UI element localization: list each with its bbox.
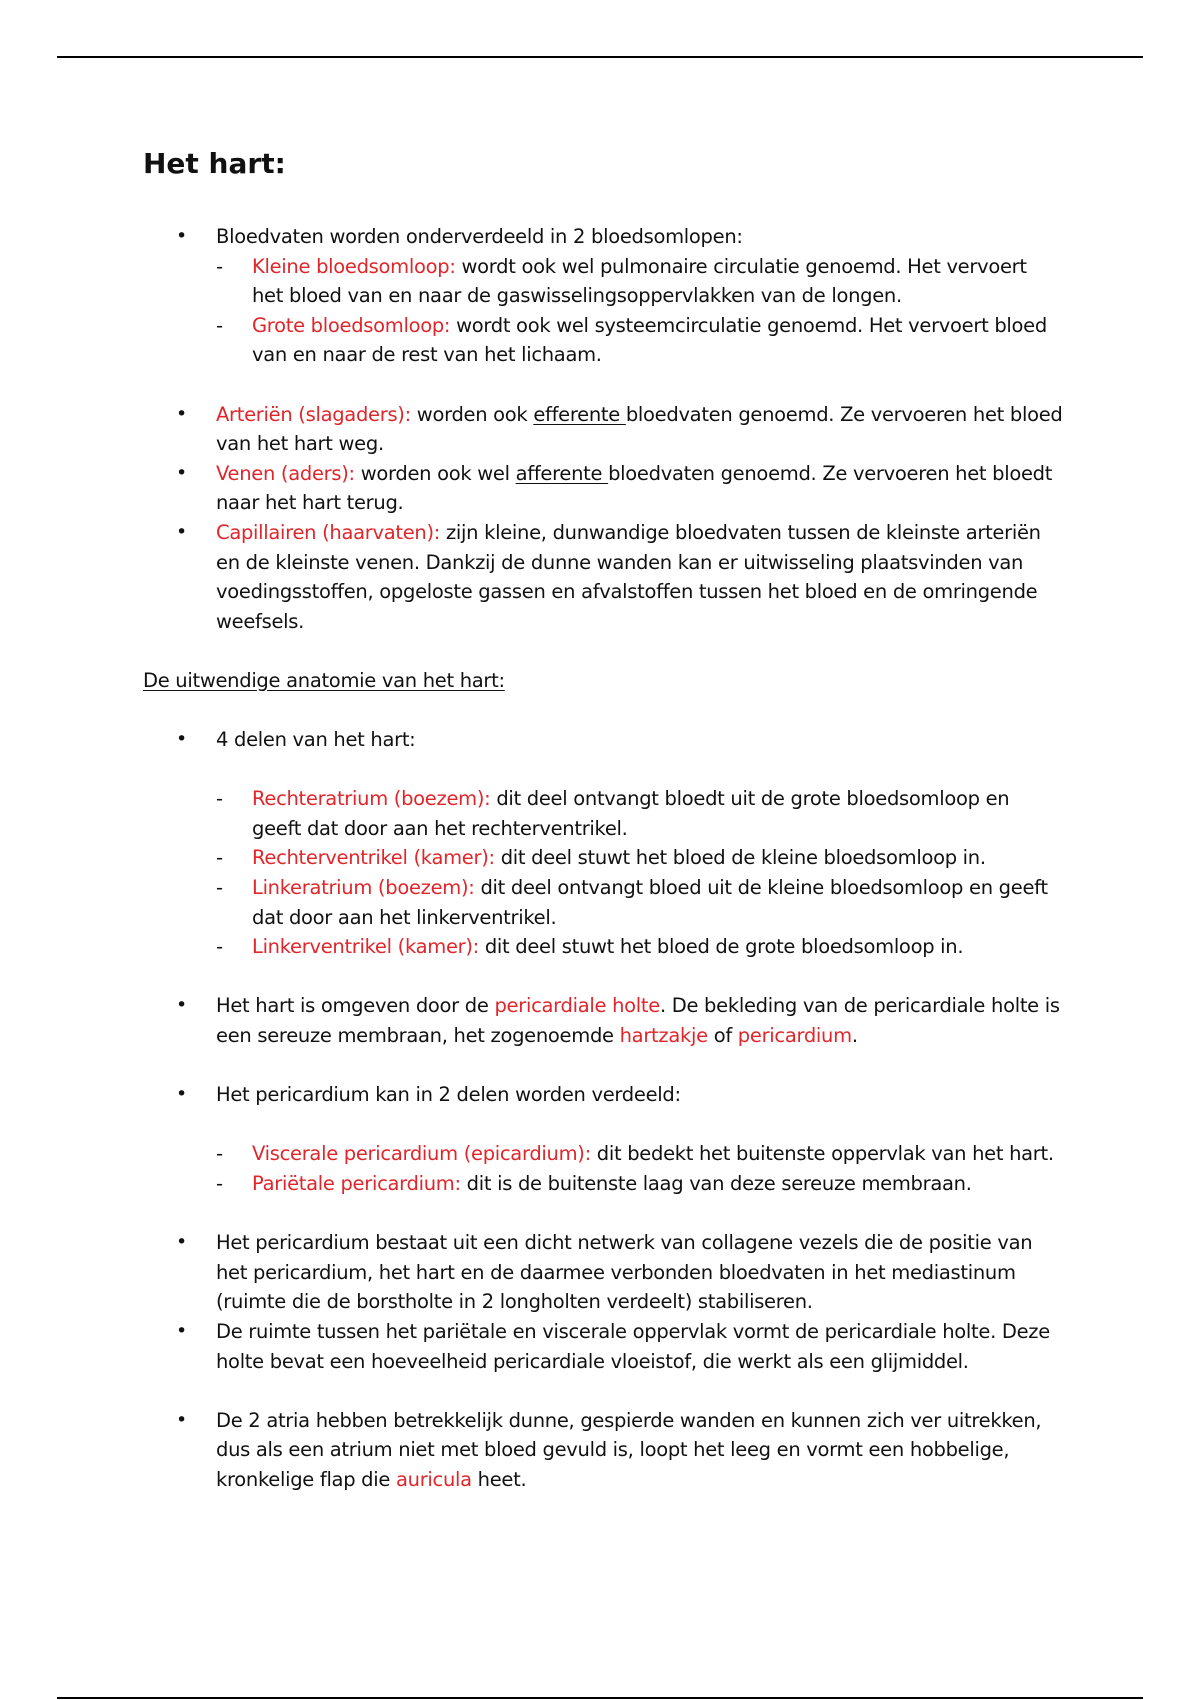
list-item bbox=[143, 518, 1063, 636]
definition: zijn kleine, dunwandige bloedvaten tussen de kleinste arteriën en de kleinste venen. Dankzij de dunne wanden kan er uitwisseling plaatsvinden van voedingsstoffen, opgeloste gassen en afvalstoffen tussen het bloed en de omringende weefsels. bbox=[216, 520, 1041, 633]
circulation-sublist bbox=[143, 252, 1063, 370]
underlined-term: afferente bbox=[515, 461, 609, 485]
pericardium-list-3 bbox=[143, 1228, 1063, 1376]
term: auricula bbox=[395, 1467, 472, 1491]
pericardium-sublist bbox=[143, 1139, 1063, 1198]
list-item bbox=[143, 725, 1063, 755]
list-item bbox=[143, 222, 1063, 370]
atria-list bbox=[143, 1406, 1063, 1495]
definition: dit deel ontvangt bloedt uit de grote bloedsomloop en geeft dat door aan het rechterventrikel. bbox=[252, 787, 1010, 840]
list-item bbox=[143, 1169, 1063, 1199]
footer-rule bbox=[57, 1697, 1143, 1699]
definition: dit is de buitenste laag van deze sereuze membraan. bbox=[460, 1172, 972, 1195]
term: hartzakje bbox=[619, 1024, 708, 1048]
text: worden ook wel bbox=[354, 461, 516, 485]
term: Capillairen (haarvaten): bbox=[216, 520, 441, 544]
parts-intro: 4 delen van het hart: bbox=[216, 728, 416, 752]
definition: dit deel stuwt het bloed de grote bloedsomloop in. bbox=[478, 935, 964, 959]
term: Linkeratrium (boezem): bbox=[252, 876, 475, 900]
underlined-term: efferente bbox=[533, 402, 626, 426]
term: Rechterventrikel (kamer): bbox=[252, 846, 495, 870]
list-item bbox=[143, 1080, 1063, 1110]
term: Linkerventrikel (kamer): bbox=[252, 935, 479, 959]
definition: dit deel stuwt het bloed de kleine bloedsomloop in. bbox=[494, 846, 986, 870]
pericardium-list-1 bbox=[143, 991, 1063, 1050]
term: pericardium bbox=[737, 1024, 852, 1048]
page-title: Het hart: bbox=[143, 147, 286, 180]
list-item bbox=[143, 1317, 1063, 1376]
text: . De bekleding van de pericardiale holte is een sereuze membraan, het zogenoemde bbox=[216, 994, 1060, 1048]
parts-list bbox=[143, 725, 1063, 755]
text: heet. bbox=[471, 1467, 527, 1491]
list-item bbox=[143, 311, 1063, 370]
text: bloedvaten genoemd. Ze vervoeren het bloedt naar het hart terug. bbox=[216, 461, 1053, 515]
term: Grote bloedsomloop: bbox=[252, 313, 451, 337]
text: De 2 atria hebben betrekkelijk dunne, gespierde wanden en kunnen zich ver uitrekken, dus als een atrium niet met bloed gevuld is, loopt het leeg en vormt een hobbelige, kronkelige flap die bbox=[216, 1408, 1042, 1491]
list-item bbox=[143, 459, 1063, 518]
text: worden ook bbox=[410, 402, 534, 426]
definition: dit bedekt het buitenste oppervlak van het hart. bbox=[590, 1142, 1054, 1166]
text: bloedvaten genoemd. Ze vervoeren het bloed van het hart weg. bbox=[216, 402, 1063, 456]
list-item bbox=[143, 843, 1063, 873]
list-item bbox=[143, 873, 1063, 932]
text: . bbox=[851, 1024, 858, 1048]
definition: dit deel ontvangt bloed uit de kleine bloedsomloop en geeft dat door aan het linkerventrikel. bbox=[252, 876, 1048, 929]
section-heading: De uitwendige anatomie van het hart: bbox=[143, 668, 505, 692]
list-item bbox=[143, 1228, 1063, 1317]
term: Venen (aders): bbox=[216, 461, 355, 485]
list-item bbox=[143, 991, 1063, 1050]
circulation-list bbox=[143, 222, 1063, 370]
term: pericardiale holte bbox=[494, 994, 660, 1018]
list-item bbox=[143, 784, 1063, 843]
list-item bbox=[143, 400, 1063, 459]
text: Het pericardium bestaat uit een dicht netwerk van collagene vezels die de positie van het pericardium, het hart en de daarmee verbonden bloedvaten in het mediastinum (ruimte die de borstholte in 2 longholten verdeelt) stabiliseren. bbox=[216, 1231, 1033, 1314]
definition: wordt ook wel systeemcirculatie genoemd. Het vervoert bloed van en naar de rest van het lichaam. bbox=[252, 313, 1047, 367]
term: Kleine bloedsomloop: bbox=[252, 254, 456, 278]
text: Het hart is omgeven door de bbox=[216, 994, 495, 1018]
text: of bbox=[707, 1024, 738, 1048]
list-item bbox=[143, 252, 1063, 311]
term: Viscerale pericardium (epicardium): bbox=[252, 1142, 591, 1166]
document-page bbox=[143, 146, 1063, 1495]
pericardium-list-2 bbox=[143, 1080, 1063, 1110]
list-item bbox=[143, 932, 1063, 962]
parts-sublist bbox=[143, 784, 1063, 962]
circulation-intro: Bloedvaten worden onderverdeeld in 2 bloedsomlopen: bbox=[216, 225, 743, 248]
term: Rechteratrium (boezem): bbox=[252, 787, 491, 811]
division-intro: Het pericardium kan in 2 delen worden verdeeld: bbox=[216, 1083, 681, 1107]
term: Pariëtale pericardium: bbox=[252, 1172, 461, 1195]
vessels-list bbox=[143, 400, 1063, 637]
list-item bbox=[143, 1139, 1063, 1169]
definition: wordt ook wel pulmonaire circulatie genoemd. Het vervoert het bloed van en naar de gaswisselingsoppervlakken van de longen. bbox=[252, 254, 1027, 308]
header-rule bbox=[57, 56, 1143, 58]
term: Arteriën (slagaders): bbox=[216, 402, 411, 426]
list-item bbox=[143, 1406, 1063, 1495]
text: De ruimte tussen het pariëtale en viscerale oppervlak vormt de pericardiale holte. Deze holte bevat een hoeveelheid pericardiale vloeistof, die werkt als een glijmiddel. bbox=[216, 1319, 1050, 1373]
